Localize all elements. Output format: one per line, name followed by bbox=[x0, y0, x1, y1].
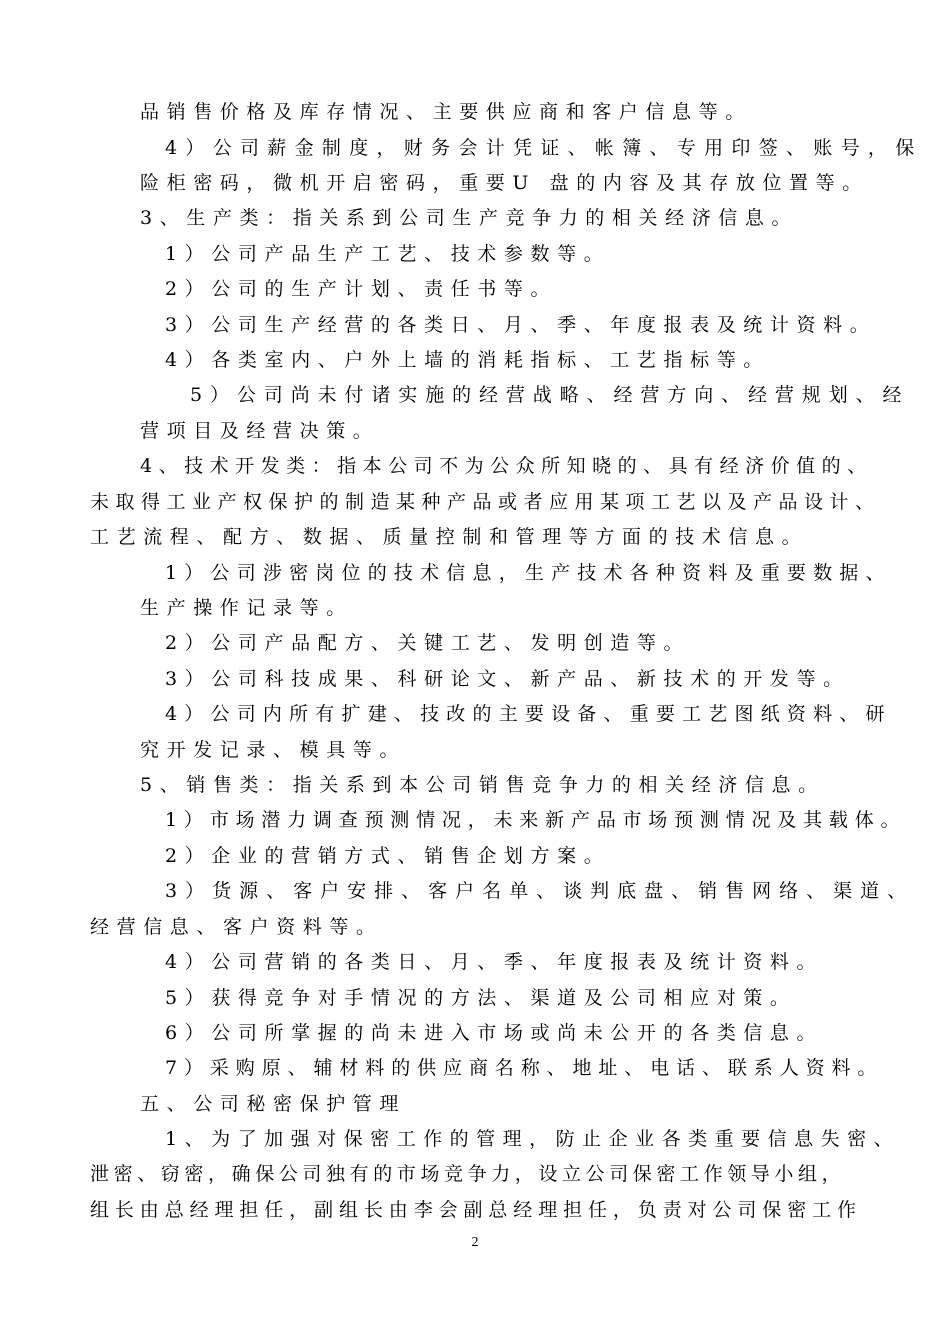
text-line: 3）公司生产经营的各类日、月、季、年度报表及统计资料。 bbox=[165, 314, 877, 336]
text-line: 泄密、窃密，确保公司独有的市场竞争力，设立公司保密工作领导小组， bbox=[90, 1163, 846, 1185]
text-line: 组长由总经理担任，副组长由李会副总经理担任，负责对公司保密工作 bbox=[90, 1199, 862, 1221]
text-line: 1）市场潜力调查预测情况，未来新产品市场预测情况及其载体。 bbox=[165, 809, 907, 831]
text-line: 4）公司内所有扩建、技改的主要设备、重要工艺图纸资料、研 bbox=[165, 703, 892, 725]
text-line: 生产操作记录等。 bbox=[140, 597, 353, 619]
text-line: 究开发记录、模具等。 bbox=[140, 739, 407, 761]
text-line: 7）采购原、辅材料的供应商名称、地址、电话、联系人资料。 bbox=[165, 1057, 884, 1079]
text-line: 1、为了加强对保密工作的管理，防止企业各类重要信息失密、 bbox=[165, 1128, 901, 1150]
text-line: 2）公司产品配方、关键工艺、发明创造等。 bbox=[165, 632, 691, 654]
section-heading: 五、公司秘密保护管理 bbox=[140, 1093, 407, 1115]
text-line: 营项目及经营决策。 bbox=[140, 420, 380, 442]
text-line: 险柜密码，微机开启密码，重要U 盘的内容及其存放位置等。 bbox=[140, 172, 869, 194]
text-line: 3）货源、客户安排、客户名单、谈判底盘、销售网络、渠道、 bbox=[165, 880, 915, 902]
text-line: 5）公司尚未付诸实施的经营战略、经营方向、经营规划、经 bbox=[190, 384, 910, 406]
text-line: 品销售价格及库存情况、主要供应商和客户信息等。 bbox=[140, 101, 752, 123]
text-line: 2）企业的营销方式、销售企划方案。 bbox=[165, 845, 611, 867]
text-line: 3）公司科技成果、科研论文、新产品、新技术的开发等。 bbox=[165, 668, 850, 690]
text-line: 工艺流程、配方、数据、质量控制和管理等方面的技术信息。 bbox=[90, 526, 809, 548]
text-line: 1）公司涉密岗位的技术信息，生产技术各种资料及重要数据、 bbox=[165, 562, 892, 584]
text-line: 5、销售类：指关系到本公司销售竞争力的相关经济信息。 bbox=[140, 774, 825, 796]
text-line: 未取得工业产权保护的制造某种产品或者应用某项工艺以及产品设计、 bbox=[90, 491, 881, 513]
text-line: 1）公司产品生产工艺、技术参数等。 bbox=[165, 243, 611, 265]
text-line: 2）公司的生产计划、责任书等。 bbox=[165, 278, 558, 300]
page-number: 2 bbox=[471, 1235, 479, 1250]
text-line: 4）公司营销的各类日、月、季、年度报表及统计资料。 bbox=[165, 951, 824, 973]
text-line: 6）公司所掌握的尚未进入市场或尚未公开的各类信息。 bbox=[165, 1022, 824, 1044]
text-line: 4）公司薪金制度，财务会计凭证、帐簿、专用印签、账号，保 bbox=[165, 137, 923, 159]
text-line: 5）获得竞争对手情况的方法、渠道及公司相应对策。 bbox=[165, 987, 797, 1009]
text-line: 3、生产类：指关系到公司生产竞争力的相关经济信息。 bbox=[140, 207, 799, 229]
text-line: 经营信息、客户资料等。 bbox=[90, 916, 383, 938]
text-line: 4）各类室内、户外上墙的消耗指标、工艺指标等。 bbox=[165, 349, 770, 371]
text-line: 4、技术开发类：指本公司不为公众所知晓的、具有经济价值的、 bbox=[140, 455, 873, 477]
